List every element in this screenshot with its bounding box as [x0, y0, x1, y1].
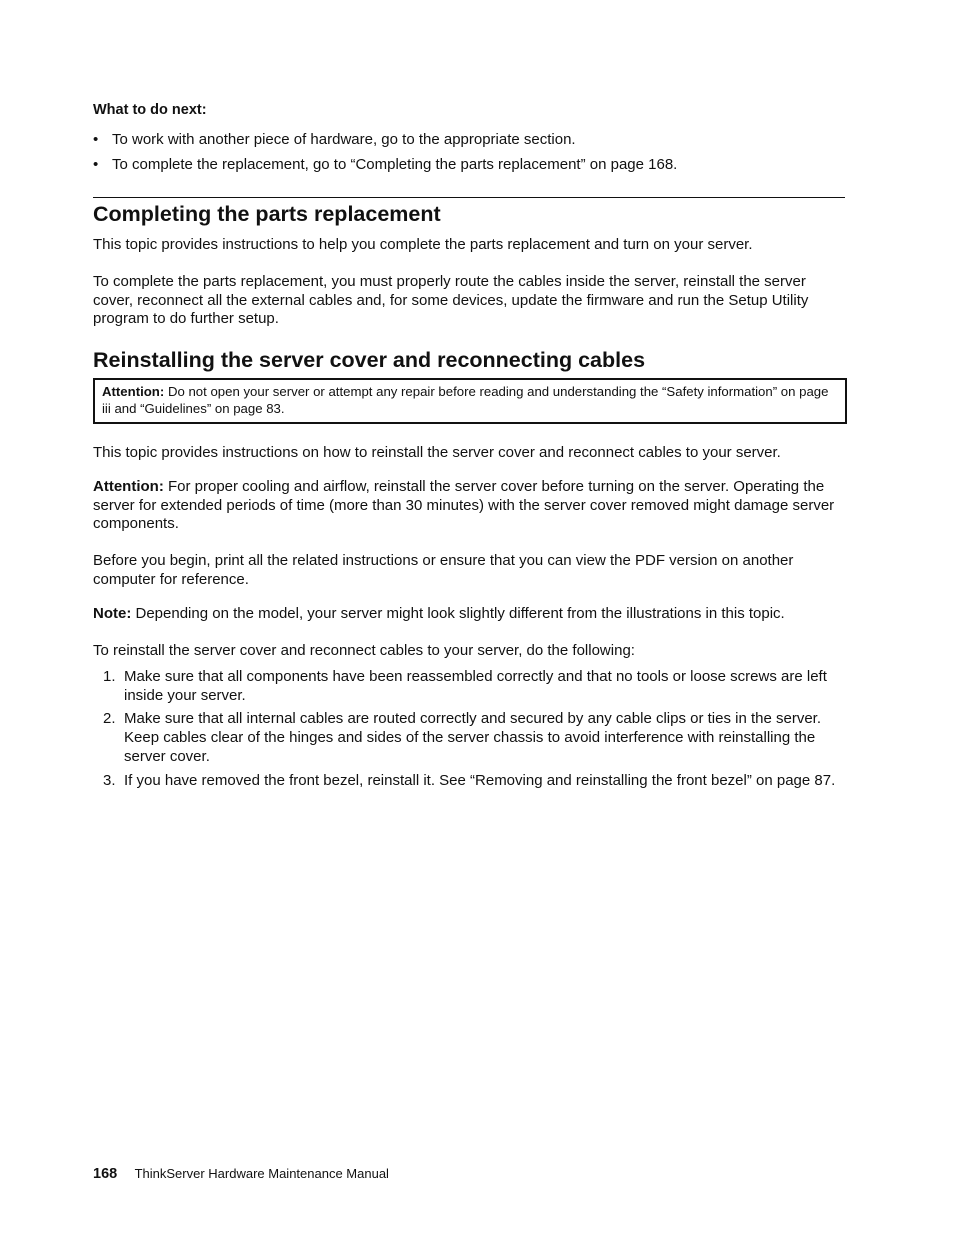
step-text: If you have removed the front bezel, reinstall it. See “Removing and reinstalling the front bezel” on page 87. [124, 771, 836, 789]
list-item-text: To work with another piece of hardware, go to the appropriate section. [112, 131, 576, 148]
attention-text: For proper cooling and airflow, reinstall the server cover before turning on the server. Operating the server for extended periods of time (more than 30 minutes) with the server cover removed might damage server components. [93, 478, 835, 533]
attention-label: Attention: [93, 478, 164, 495]
attention-paragraph [93, 478, 845, 534]
page-footer [93, 1166, 389, 1182]
paragraph: To complete the parts replacement, you must properly route the cables inside the server, reinstall the server cover, reconnect all the external cables and, for some devices, update the firmware and run the Setup Utility program to do further setup. [93, 273, 809, 328]
step-number: 2. [103, 710, 116, 728]
what-next-list [93, 129, 845, 179]
note-label: Note: [93, 605, 132, 622]
paragraph: This topic provides instructions on how to reinstall the server cover and reconnect cables to your server. [93, 444, 781, 461]
list-item [93, 772, 845, 791]
step-number: 1. [103, 668, 116, 685]
step-number: 3. [103, 771, 116, 789]
bullet-icon: • [93, 156, 99, 173]
step-text: Make sure that all internal cables are routed correctly and secured by any cable clips or ties in the server. Keep cables clear of the hinges and sides of the server chassis to avoid interference with reinstalling the server cover. [124, 710, 822, 765]
list-item-text: To complete the replacement, go to “Completing the parts replacement” on page 168. [112, 156, 678, 173]
bullet-icon: • [93, 131, 99, 148]
what-next-heading: What to do next: [93, 102, 207, 118]
manual-title: ThinkServer Hardware Maintenance Manual [134, 1166, 389, 1181]
note-paragraph [93, 605, 845, 624]
attention-text: Do not open your server or attempt any repair before reading and understanding the “Safety information” on page iii and “Guidelines” on page 83. [102, 384, 829, 416]
paragraph: To reinstall the server cover and reconnect cables to your server, do the following: [93, 642, 635, 659]
list-item [93, 154, 845, 179]
paragraph: Before you begin, print all the related instructions or ensure that you can view the PDF version on another computer for reference. [93, 552, 794, 588]
list-item [93, 129, 845, 154]
list-item [93, 668, 845, 705]
step-text: Make sure that all components have been reassembled correctly and that no tools or loose screws are left inside your server. [124, 668, 827, 704]
section-title-reinstalling: Reinstalling the server cover and reconnecting cables [93, 348, 646, 372]
attention-box [93, 378, 847, 424]
page-number: 168 [93, 1166, 118, 1182]
attention-label: Attention: [102, 384, 165, 399]
section-title-completing: Completing the parts replacement [93, 202, 441, 226]
paragraph: This topic provides instructions to help you complete the parts replacement and turn on your server. [93, 236, 753, 253]
note-text: Depending on the model, your server might look slightly different from the illustrations in this topic. [135, 605, 785, 622]
list-item [93, 710, 845, 766]
section-divider [93, 197, 845, 198]
steps-list [93, 668, 845, 795]
